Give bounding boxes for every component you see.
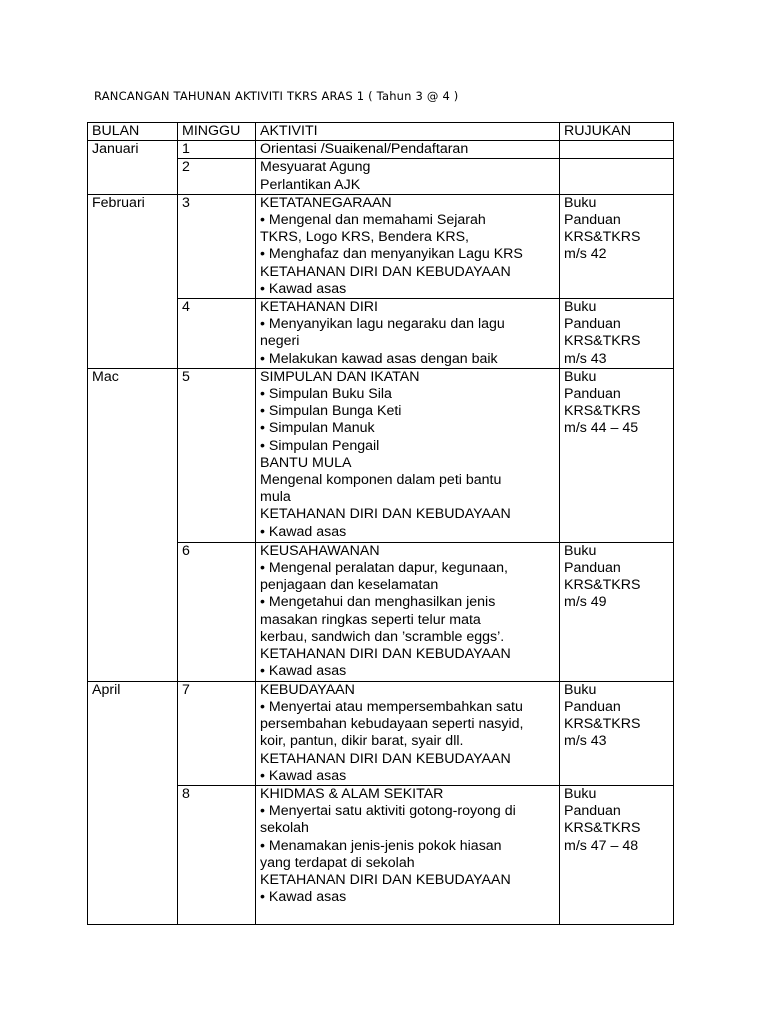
activity-bullet-item: • Kawad asas — [260, 768, 555, 785]
cell-minggu: 2 — [178, 159, 256, 194]
document-title: RANCANGAN TAHUNAN AKTIVITI TKRS ARAS 1 ( Tahun 3 @ 4 ) — [94, 89, 459, 103]
reference-line: Panduan — [564, 560, 621, 577]
activity-text-line: sekolah — [260, 820, 309, 837]
cell-aktiviti — [256, 159, 560, 194]
activity-bullet-item: • Menyanyikan lagu negaraku dan lagu — [260, 316, 555, 333]
reference-line: KRS&TKRS — [564, 577, 641, 594]
reference-line: m/s 43 — [564, 733, 607, 750]
reference-line: m/s 43 — [564, 350, 607, 367]
activity-text-line: yang terdapat di sekolah — [260, 854, 415, 871]
activity-text-line: KETAHANAN DIRI DAN KEBUDAYAAN — [260, 263, 511, 280]
activity-bullet-item: • Mengetahui dan menghasilkan jenis — [260, 594, 555, 611]
activity-bullet-item: • Mengenal dan memahami Sejarah — [260, 212, 555, 229]
cell-rujukan — [560, 299, 674, 369]
cell-rujukan — [560, 542, 674, 681]
reference-line: Panduan — [564, 212, 621, 229]
activity-bullet-item: • Menamakan jenis-jenis pokok hiasan — [260, 838, 555, 855]
reference-line: Buku — [564, 194, 597, 211]
reference-line: m/s 47 – 48 — [564, 837, 639, 854]
activity-bullet-item: • Kawad asas — [260, 889, 555, 906]
activity-bullet-item: • Mengenal peralatan dapur, kegunaan, — [260, 560, 555, 577]
reference-line: Buku — [564, 542, 597, 559]
cell-aktiviti — [256, 299, 560, 369]
activity-bullet-item: • Melakukan kawad asas dengan baik — [260, 351, 555, 368]
activity-bullet-item: • Menyertai satu aktiviti gotong-royong di — [260, 803, 555, 820]
cell-aktiviti — [256, 368, 560, 542]
reference-line: Panduan — [564, 699, 621, 716]
cell-rujukan — [560, 159, 674, 194]
activity-text-line: KETATANEGARAAN — [260, 194, 392, 211]
table-row — [88, 194, 674, 298]
cell-aktiviti — [256, 786, 560, 925]
activity-text-line: KETAHANAN DIRI DAN KEBUDAYAAN — [260, 872, 511, 889]
activity-text-line: masakan ringkas seperti telur mata — [260, 611, 481, 628]
activity-text-line: persembahan kebudayaan seperti nasyid, — [260, 716, 524, 733]
table-row — [88, 141, 674, 159]
reference-line: KRS&TKRS — [564, 333, 641, 350]
cell-minggu: 7 — [178, 681, 256, 785]
cell-minggu: 3 — [178, 194, 256, 298]
header-rujukan: RUJUKAN — [560, 123, 674, 141]
cell-rujukan — [560, 141, 674, 159]
cell-aktiviti — [256, 681, 560, 785]
activity-text-line: Mengenal komponen dalam peti bantu — [260, 472, 502, 489]
activity-text-line: negeri — [260, 333, 300, 350]
activity-text-line: mula — [260, 489, 291, 506]
activity-plan-table — [87, 122, 674, 925]
cell-bulan: Mac — [88, 368, 178, 681]
cell-bulan: Februari — [88, 194, 178, 368]
activity-text-line: KHIDMAS & ALAM SEKITAR — [260, 786, 444, 803]
reference-line: KRS&TKRS — [564, 229, 641, 246]
activity-text-line: KEUSAHAWANAN — [260, 542, 380, 559]
activity-text-line: KETAHANAN DIRI DAN KEBUDAYAAN — [260, 506, 511, 523]
reference-line: KRS&TKRS — [564, 820, 641, 837]
cell-aktiviti — [256, 141, 560, 159]
activity-bullet-item: • Simpulan Bunga Keti — [260, 403, 555, 420]
cell-minggu: 6 — [178, 542, 256, 681]
activity-text-line: KETAHANAN DIRI DAN KEBUDAYAAN — [260, 750, 511, 767]
activity-text-line: kerbau, sandwich dan ’scramble eggs’. — [260, 628, 505, 645]
reference-line: Buku — [564, 299, 597, 316]
activity-bullet-item: • Menyertai atau mempersembahkan satu — [260, 699, 555, 716]
activity-text-line: BANTU MULA — [260, 454, 352, 471]
cell-minggu: 1 — [178, 141, 256, 159]
reference-line: Panduan — [564, 803, 621, 820]
reference-line: m/s 44 – 45 — [564, 420, 639, 437]
cell-bulan: Januari — [88, 141, 178, 195]
activity-text-line: Orientasi /Suaikenal/Pendaftaran — [260, 141, 469, 158]
activity-bullet-item: • Kawad asas — [260, 281, 555, 298]
table-header-row — [88, 123, 674, 141]
header-aktiviti: AKTIVITI — [256, 123, 560, 141]
reference-line: Buku — [564, 681, 597, 698]
activity-text-line: TKRS, Logo KRS, Bendera KRS, — [260, 229, 469, 246]
reference-line: Buku — [564, 786, 597, 803]
cell-minggu: 5 — [178, 368, 256, 542]
cell-rujukan — [560, 368, 674, 542]
activity-bullet-item: • Menghafaz dan menyanyikan Lagu KRS — [260, 246, 555, 263]
activity-text-line: KETAHANAN DIRI — [260, 299, 378, 316]
reference-line: Buku — [564, 368, 597, 385]
activity-bullet-item: • Kawad asas — [260, 663, 555, 680]
table-row — [88, 368, 674, 542]
activity-bullet-item: • Kawad asas — [260, 524, 555, 541]
reference-line: m/s 49 — [564, 594, 607, 611]
activity-bullet-item: • Simpulan Manuk — [260, 420, 555, 437]
cell-rujukan — [560, 786, 674, 925]
reference-line: Panduan — [564, 316, 621, 333]
header-bulan: BULAN — [88, 123, 178, 141]
activity-text-line: koir, pantun, dikir barat, syair dll. — [260, 733, 464, 750]
table-row — [88, 681, 674, 785]
cell-minggu: 8 — [178, 786, 256, 925]
cell-aktiviti — [256, 542, 560, 681]
cell-rujukan — [560, 681, 674, 785]
cell-aktiviti — [256, 194, 560, 298]
reference-line: m/s 42 — [564, 246, 607, 263]
reference-line: Panduan — [564, 386, 621, 403]
activity-text-line: KEBUDAYAAN — [260, 681, 355, 698]
activity-text-line: Perlantikan AJK — [260, 176, 361, 193]
activity-text-line: Mesyuarat Agung — [260, 159, 371, 176]
header-minggu: MINGGU — [178, 123, 256, 141]
cell-rujukan — [560, 194, 674, 298]
cell-minggu: 4 — [178, 299, 256, 369]
activity-bullet-item: • Simpulan Buku Sila — [260, 386, 555, 403]
activity-text-line: KETAHANAN DIRI DAN KEBUDAYAAN — [260, 646, 511, 663]
reference-line: KRS&TKRS — [564, 716, 641, 733]
activity-text-line: penjagaan dan keselamatan — [260, 577, 439, 594]
activity-bullet-item: • Simpulan Pengail — [260, 438, 555, 455]
cell-bulan: April — [88, 681, 178, 924]
table-body — [88, 141, 674, 925]
activity-text-line: SIMPULAN DAN IKATAN — [260, 368, 420, 385]
reference-line: KRS&TKRS — [564, 403, 641, 420]
